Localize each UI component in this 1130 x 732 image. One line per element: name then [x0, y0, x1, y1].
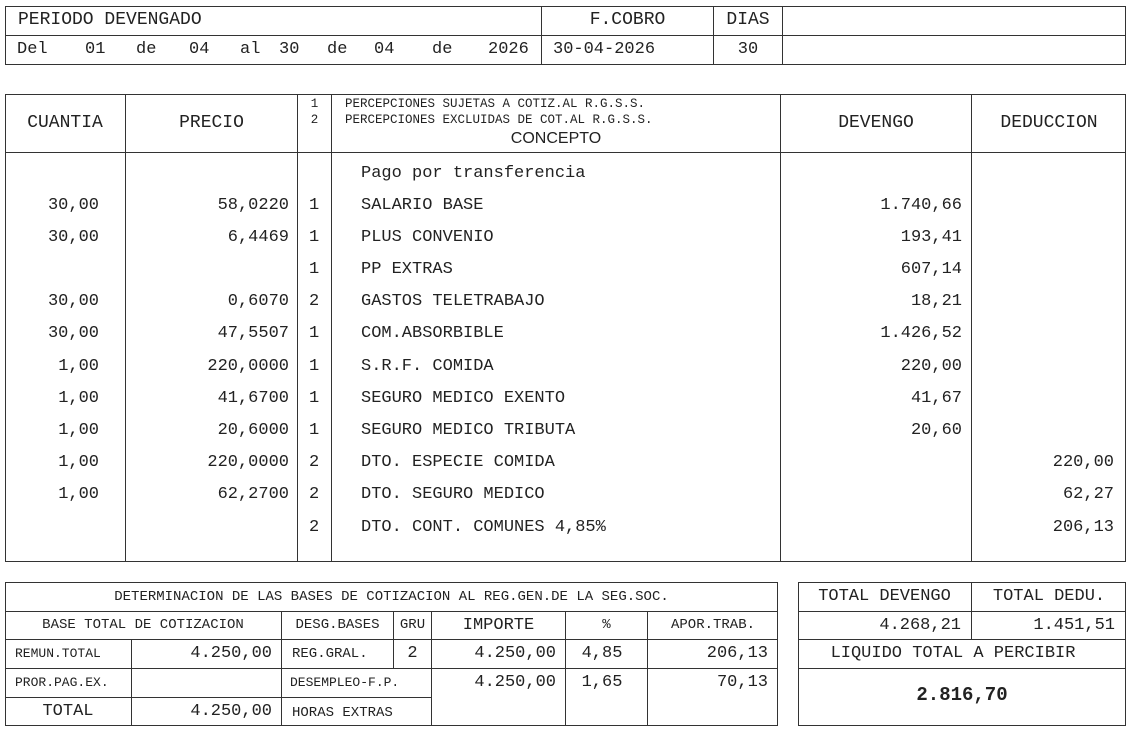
dias-value: 30 — [737, 40, 759, 59]
desempleo-label: DESEMPLEO-F.P. — [290, 675, 400, 690]
liquido-value: 2.816,70 — [916, 684, 1008, 706]
row-concepto: SALARIO BASE — [361, 196, 484, 215]
apor-trab-label: APOR.TRAB. — [670, 617, 755, 633]
period-header-label: PERIODO DEVENGADO — [18, 10, 202, 30]
desempleo-pct: 1,65 — [581, 673, 623, 692]
row-tipo: 1 — [309, 260, 320, 279]
bases-hline-5 — [282, 697, 432, 698]
row-precio: 58,0220 — [217, 196, 289, 215]
col-header-devengo: DEVENGO — [838, 113, 914, 133]
totals-hline-3 — [798, 668, 1126, 669]
remun-total-value: 4.250,00 — [190, 644, 272, 663]
period-day-to: 30 — [279, 40, 300, 59]
col-header-cuantia: CUANTIA — [27, 113, 103, 133]
total-dedu-label: TOTAL DEDU. — [992, 587, 1106, 606]
bases-hline-4 — [5, 697, 282, 698]
row-cuantia: 30,00 — [47, 324, 99, 343]
bases-total-label: TOTAL — [42, 702, 94, 721]
row-concepto: SEGURO MEDICO EXENTO — [361, 389, 566, 408]
period-month-from: 04 — [189, 40, 210, 59]
importe-label: IMPORTE — [462, 616, 535, 635]
row-cuantia: 1,00 — [58, 357, 99, 376]
row-concepto: DTO. SEGURO MEDICO — [361, 485, 545, 504]
concepts-header-divider — [5, 152, 1126, 153]
col-divider-tipo — [331, 94, 332, 562]
row-concepto: PP EXTRAS — [361, 260, 453, 279]
bases-hline-3 — [5, 668, 778, 669]
horas-extras-label: HORAS EXTRAS — [292, 705, 393, 721]
row-concepto: DTO. CONT. COMUNES 4,85% — [361, 518, 606, 537]
period-divider-h — [5, 35, 1126, 36]
row-tipo: 1 — [309, 324, 320, 343]
prorpag-label: PROR.PAG.EX. — [15, 675, 109, 690]
row-concepto: PLUS CONVENIO — [361, 228, 494, 247]
row-devengo: 20,60 — [910, 421, 962, 440]
gru-label: GRU — [399, 617, 426, 633]
period-day-from: 01 — [85, 40, 106, 59]
row-concepto: S.R.F. COMIDA — [361, 357, 494, 376]
row-tipo: 1 — [309, 196, 320, 215]
bases-total-value: 4.250,00 — [190, 702, 272, 721]
row-precio: 41,6700 — [217, 389, 289, 408]
row-concepto: DTO. ESPECIE COMIDA — [361, 453, 555, 472]
col-divider-precio — [297, 94, 298, 562]
dias-label: DIAS — [726, 10, 770, 30]
row-tipo: 1 — [309, 389, 320, 408]
row-devengo: 1.426,52 — [880, 324, 962, 343]
period-divider-v3 — [782, 6, 783, 65]
period-de2-label: de — [327, 40, 348, 59]
row-tipo: 2 — [309, 518, 320, 537]
row-tipo: 1 — [309, 228, 320, 247]
row-tipo: 1 — [309, 357, 320, 376]
row-concepto: COM.ABSORBIBLE — [361, 324, 504, 343]
col-header-type-1: 1 — [310, 97, 319, 111]
desempleo-apor: 70,13 — [716, 673, 768, 692]
row-precio: 47,5507 — [217, 324, 289, 343]
total-devengo-value: 4.268,21 — [879, 616, 961, 635]
desempleo-importe: 4.250,00 — [474, 673, 556, 692]
row-precio: 220,0000 — [207, 453, 289, 472]
payment-note: Pago por transferencia — [361, 164, 586, 183]
row-precio: 20,6000 — [217, 421, 289, 440]
remun-total-label: REMUN.TOTAL — [15, 646, 101, 661]
col-header-line-1: PERCEPCIONES SUJETAS A COTIZ.AL R.G.S.S. — [345, 97, 646, 111]
bases-title: DETERMINACION DE LAS BASES DE COTIZACION AL REG.GEN.DE LA SEG.SOC. — [114, 589, 669, 605]
totals-hline-2 — [798, 639, 1126, 640]
row-cuantia: 30,00 — [47, 228, 99, 247]
total-dedu-value: 1.451,51 — [1033, 616, 1115, 635]
row-precio: 6,4469 — [227, 228, 289, 247]
period-del-label: Del — [17, 40, 48, 59]
total-devengo-label: TOTAL DEVENGO — [818, 587, 951, 606]
row-precio: 62,2700 — [217, 485, 289, 504]
reg-gral-apor: 206,13 — [706, 644, 768, 663]
row-devengo: 220,00 — [900, 357, 962, 376]
col-header-deduccion: DEDUCCION — [1000, 113, 1098, 133]
row-cuantia: 1,00 — [58, 485, 99, 504]
col-header-type-2: 2 — [310, 113, 319, 127]
row-cuantia: 30,00 — [47, 196, 99, 215]
row-tipo: 1 — [309, 421, 320, 440]
row-concepto: GASTOS TELETRABAJO — [361, 292, 545, 311]
bases-hline-2 — [5, 639, 778, 640]
reg-gral-gru: 2 — [407, 644, 418, 663]
row-tipo: 2 — [309, 292, 320, 311]
base-total-label: BASE TOTAL DE COTIZACION — [42, 617, 244, 633]
row-devengo: 18,21 — [910, 292, 962, 311]
pct-label: % — [602, 617, 611, 633]
row-cuantia: 1,00 — [58, 389, 99, 408]
row-precio: 0,6070 — [227, 292, 289, 311]
row-deduccion: 220,00 — [1052, 453, 1114, 472]
row-cuantia: 1,00 — [58, 421, 99, 440]
liquido-label: LIQUIDO TOTAL A PERCIBIR — [830, 644, 1076, 663]
period-month-to: 04 — [374, 40, 395, 59]
row-devengo: 193,41 — [900, 228, 962, 247]
fcobro-label: F.COBRO — [589, 10, 666, 30]
reg-gral-importe: 4.250,00 — [474, 644, 556, 663]
reg-gral-pct: 4,85 — [581, 644, 623, 663]
row-devengo: 41,67 — [910, 389, 962, 408]
row-tipo: 2 — [309, 485, 320, 504]
row-devengo: 1.740,66 — [880, 196, 962, 215]
row-concepto: SEGURO MEDICO TRIBUTA — [361, 421, 576, 440]
row-cuantia: 1,00 — [58, 453, 99, 472]
col-header-precio: PRECIO — [179, 113, 244, 133]
row-devengo: 607,14 — [900, 260, 962, 279]
period-year: 2026 — [488, 40, 529, 59]
reg-gral-label: REG.GRAL. — [292, 646, 368, 662]
totals-hline-1 — [798, 611, 1126, 612]
desg-bases-label: DESG.BASES — [295, 617, 380, 633]
fcobro-value: 30-04-2026 — [553, 40, 656, 59]
row-deduccion: 206,13 — [1052, 518, 1114, 537]
period-de3-label: de — [432, 40, 453, 59]
row-tipo: 2 — [309, 453, 320, 472]
col-header-concepto: CONCEPTO — [510, 130, 602, 147]
row-cuantia: 30,00 — [47, 292, 99, 311]
bases-hline-1 — [5, 611, 778, 612]
row-precio: 220,0000 — [207, 357, 289, 376]
period-al-label: al — [240, 40, 261, 59]
period-de1-label: de — [136, 40, 157, 59]
row-deduccion: 62,27 — [1062, 485, 1114, 504]
col-header-line-2: PERCEPCIONES EXCLUIDAS DE COT.AL R.G.S.S. — [345, 113, 653, 127]
